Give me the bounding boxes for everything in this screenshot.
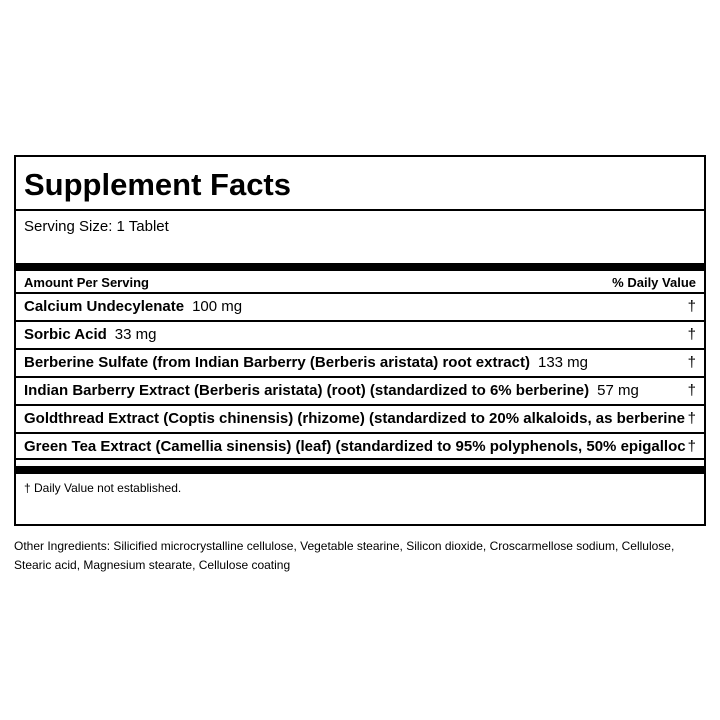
ingredient-text [24, 354, 588, 372]
other-ingredients: Other Ingredients: Silicified microcrystalline cellulose, Vegetable stearine, Silicon dioxide, Croscarmellose sodium, Cellulose, Stearic acid, Magnesium stearate, Cellulose coating [14, 539, 675, 572]
ingredient-daily-value: † [687, 354, 696, 371]
ingredient-amount: 33 mg [114, 326, 157, 343]
ingredient-text [24, 298, 242, 316]
list-end-divider [16, 458, 704, 460]
ingredient-daily-value: † [687, 438, 696, 455]
ingredient-daily-value: † [687, 382, 696, 399]
ingredient-row [16, 434, 704, 460]
amount-per-serving-header: Amount Per Serving [24, 275, 149, 290]
ingredient-text [24, 410, 693, 428]
daily-value-header: % Daily Value [612, 275, 696, 290]
ingredient-row [16, 406, 704, 434]
ingredient-daily-value: † [687, 298, 696, 315]
ingredient-row [16, 294, 704, 322]
ingredient-row [16, 378, 704, 406]
ingredient-name: Green Tea Extract (Camellia sinensis) (leaf) (standardized to 95% polyphenols, 50% epigalloc [24, 438, 686, 455]
serving-size: Serving Size: 1 Tablet [24, 218, 169, 235]
panel-title: Supplement Facts [24, 167, 291, 202]
supplement-facts-panel [14, 155, 706, 526]
ingredient-text [24, 438, 694, 456]
ingredient-amount: 133 mg [537, 354, 589, 371]
ingredient-row [16, 350, 704, 378]
title-divider [16, 209, 704, 211]
serving-divider [16, 263, 704, 271]
ingredient-name: Goldthread Extract (Coptis chinensis) (rhizome) (standardized to 20% alkaloids, as berberine [24, 410, 685, 427]
ingredient-name: Indian Barberry Extract (Berberis aristata) (root) (standardized to 6% berberine) [24, 382, 590, 399]
ingredient-name: Berberine Sulfate (from Indian Barberry (Berberis aristata) root extract) [24, 354, 530, 371]
ingredient-daily-value: † [687, 326, 696, 343]
ingredient-daily-value: † [687, 410, 696, 427]
ingredient-name: Calcium Undecylenate [24, 298, 185, 315]
ingredient-amount: 100 mg [192, 298, 243, 315]
ingredient-row [16, 322, 704, 350]
ingredient-list [16, 294, 704, 460]
ingredient-name: Sorbic Acid [24, 326, 107, 343]
ingredient-text [24, 326, 157, 344]
footnote-divider [16, 466, 704, 474]
ingredient-text [24, 382, 639, 400]
footnote: † Daily Value not established. [24, 481, 182, 495]
column-header-row [16, 271, 704, 293]
ingredient-amount: 57 mg [597, 382, 639, 399]
